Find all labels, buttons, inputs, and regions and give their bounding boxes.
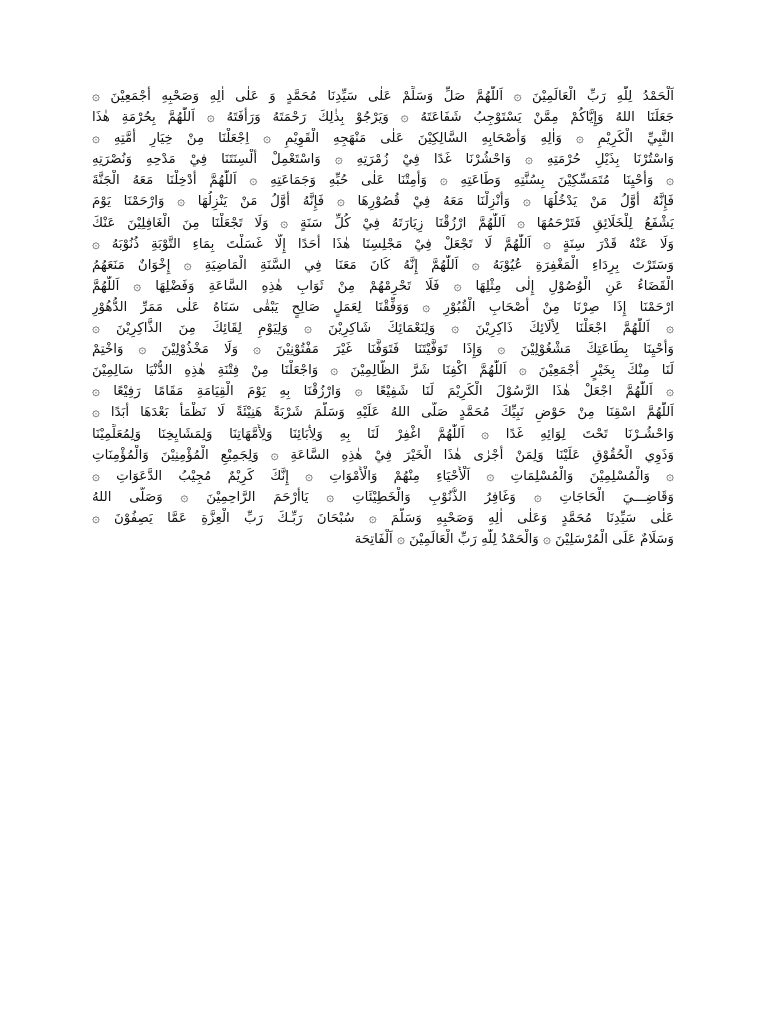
text-line-6: فَإِنَّهُ أَوَّلُ مَنْ يَدْخُلُهَا ۞ وَأَنْزِلْنَا مَعَهُ فِيْ قُصُوْرِهَا ۞ فَإِنَّهُ أَوَّلُ مَنْ يَنْزِلُهَا ۞ وَارْحَمْنَا يَوْمَ: [92, 194, 674, 210]
text-line-10: الْقَضَاءُ عَنِ الْوُصُوْلِ إِلٰى مِثْلِهَا ۞ فَلَا تَحْرِمْهُمْ مِنْ ثَوَابِ هٰذِهِ السَّاعَةِ وَفَضْلِهَا ۞ اَللّٰهُمَّ: [92, 278, 674, 294]
text-line-18: وَذَوِي الْحُقُوْقِ عَلَيْنَا وَلِمَنْ أَجْرٰى هٰذَا الْخَيْرَ فِيْ هٰذِهِ السَّاعَةِ ۞ وَلِجَمِيْعِ الْمُؤْمِنِيْنَ وَالْمُؤْمِنَاتِ: [92, 447, 674, 463]
text-line-16: اَللّٰهُمَّ اسْقِنَا مِنْ حَوْضِ نَبِيِّكَ مُحَمَّدٍ صَلَّى اللهُ عَلَيْهِ وَسَلَّمَ شَرْبَةً هَنِيْئَةً لَا نَظْمَأُ بَعْدَهَا أَبَدًا ۞: [92, 405, 674, 421]
text-line-7: يَشْفَعُ لِلْخَلَائِقِ فَتَرْحَمُهَا ۞ اَللّٰهُمَّ ارْزُقْنَا زِيَارَتَهُ فِيْ كُلِّ سَنَةٍ ۞ وَلَا تَجْعَلْنَا مِنَ الْغَافِلِيْنَ عَنْكَ: [92, 215, 674, 231]
text-line-8: وَلَا عَنْهُ قَدْرَ سِنَةٍ ۞ اَللّٰهُمَّ لَا تَجْعَلْ فِيْ مَجْلِسِنَا هٰذَا أَحَدًا إِلَّا غَسَلْتَ بِمَاءِ التَّوْبَةِ ذُنُوْبَهُ ۞: [92, 236, 674, 252]
text-line-20: وَقَاضِـــيَ الْحَاجَاتِ ۞ وَغَافِرُ الذُّنُوْبِ وَالْخَطِيْئَاتِ ۞ يَاأَرْحَمَ الرَّاحِمِيْنَ ۞ وَصَلَّى اللهُ: [92, 489, 674, 505]
text-line-9: وَسَتَرْتَ بِرِدَاءِ الْمَغْفِرَةِ عُيُوْبَهُ ۞ اَللّٰهُمَّ إِنَّهُ كَانَ مَعَنَا فِي السَّنَةِ الْمَاضِيَةِ ۞ إِخْوَانٌ مَنَعَهُمُ: [92, 257, 674, 273]
arabic-prayer-text: [92, 86, 674, 550]
text-line-4: وَاسْتُرْنَا بِذَيْلِ حُرْمَتِهِ ۞ وَاحْشُرْنَا غَدًا فِيْ زُمْرَتِهِ ۞ وَاسْتَعْمِلْ أَلْسِنَتَنَا فِيْ مَدْحِهِ وَنُصْرَتِهِ: [92, 152, 674, 168]
text-line-12: ۞ اَللّٰهُمَّ اجْعَلْنَا لِأٰلَائِكَ ذَاكِرِيْنَ ۞ وَلِنَعْمَائِكَ شَاكِرِيْنَ ۞ وَلِيَوْمِ لِقَائِكَ مِنَ الذَّاكِرِيْنَ ۞: [92, 321, 674, 337]
text-line-2: جَعَلَنَا اللهُ وَإِيَّاكُمْ مِمَّنْ يَسْتَوْجِبُ شَفَاعَتَهُ ۞ وَيَرْجُوْ بِذٰلِكَ رَحْمَتَهُ وَرَأْفَتَهُ ۞ اَللّٰهُمَّ بِحُرْمَةِ هٰذَا: [92, 110, 674, 126]
text-line-22: وَسَلَامٌ عَلَى الْمُرْسَلِيْنَ ۞ وَالْحَمْدُ لِلّٰهِ رَبِّ الْعَالَمِيْنَ ۞ اَلْفَاتِحَة: [354, 531, 674, 547]
text-line-17: وَاحْشُـرْنَا تَحْتَ لِوَائِهِ غَدًا ۞ اَللّٰهُمَّ اغْفِرْ لَنَا بِهِ وَلِأٰبَائِنَا وَلِأُمَّهَاتِنَا وَلِمَشَايِخِنَا وَلِمُعَلِّمِيْنَا: [92, 426, 674, 442]
text-line-5: ۞ وَأَحْيِنَا مُتَمَسِّكِيْنَ بِسُنَّتِهِ وَطَاعَتِهِ ۞ وَأَمِتْنَا عَلٰى حُبِّهِ وَجَمَاعَتِهِ ۞ اَللّٰهُمَّ أَدْخِلْنَا مَعَهُ الْجَنَّةَ: [92, 173, 674, 189]
text-line-11: ارْحَمْنَا إِذَا صِرْنَا مِنْ أَصْحَابِ الْقُبُوْرِ ۞ وَوَفِّقْنَا لِعَمَلٍ صَالِحٍ يَبْقٰى سَنَاهُ عَلٰى مَمَرِّ الدُّهُوْرِ: [92, 299, 674, 315]
text-line-3: النَّبِيِّ الْكَرِيْمِ ۞ وَاٰلِهِ وَأَصْحَابِهِ السَّالِكِيْنَ عَلٰى مَنْهَجِهِ الْقَوِيْمِ ۞ اِجْعَلْنَا مِنْ خِيَارِ أُمَّتِهِ ۞: [92, 131, 674, 147]
text-line-15: ۞ اَللّٰهُمَّ اجْعَلْ هٰذَا الرَّسُوْلَ الْكَرِيْمَ لَنَا شَفِيْعًا ۞ وَارْزُقْنَا بِهِ يَوْمَ الْقِيَامَةِ مَقَامًا رَفِيْعًا ۞: [92, 384, 674, 400]
text-line-1: اَلْحَمْدُ لِلّٰهِ رَبِّ الْعَالَمِيْنَ ۞ اَللّٰهُمَّ صَلِّ وَسَلِّمْ عَلٰى سَيِّدِنَا مُحَمَّدٍ وَ عَلٰى اٰلِهِ وَصَحْبِهِ أَجْمَعِيْنَ ۞: [92, 89, 674, 104]
text-line-13: وَأَحْيِنَا بِطَاعَتِكَ مَشْغُوْلِيْنَ ۞ وَإِذَا تَوَفَّيْتَنَا فَتَوَفَّنَا غَيْرَ مَفْتُوْنِيْنَ ۞ وَلَا مَخْذُوْلِيْنَ ۞ وَاخْتِمْ: [92, 342, 674, 358]
text-line-19: ۞ وَالْمُسْلِمِيْنَ وَالْمُسْلِمَاتِ ۞ اَلْأَحْيَاءِ مِنْهُمْ وَالْأَمْوَاتِ ۞ إِنَّكَ كَرِيْمٌ مُجِيْبُ الدَّعَوَاتِ ۞: [92, 468, 674, 484]
text-line-21: عَلٰى سَيِّدِنَا مُحَمَّدٍ وَعَلٰى اٰلِهِ وَصَحْبِهِ وَسَلَّمَ ۞ سُبْحَانَ رَبِّـكَ رَبِّ الْعِزَّةِ عَمَّا يَصِفُوْنَ ۞: [92, 510, 674, 526]
text-line-14: لَنَا مِنْكَ بِخَيْرٍ أَجْمَعِيْنَ ۞ اَللّٰهُمَّ اكْفِنَا شَرَّ الظَّالِمِيْنَ ۞ وَاجْعَلْنَا مِنْ فِتْنَةِ هٰذِهِ الدُّنْيَا سَالِمِيْنَ: [92, 363, 674, 379]
